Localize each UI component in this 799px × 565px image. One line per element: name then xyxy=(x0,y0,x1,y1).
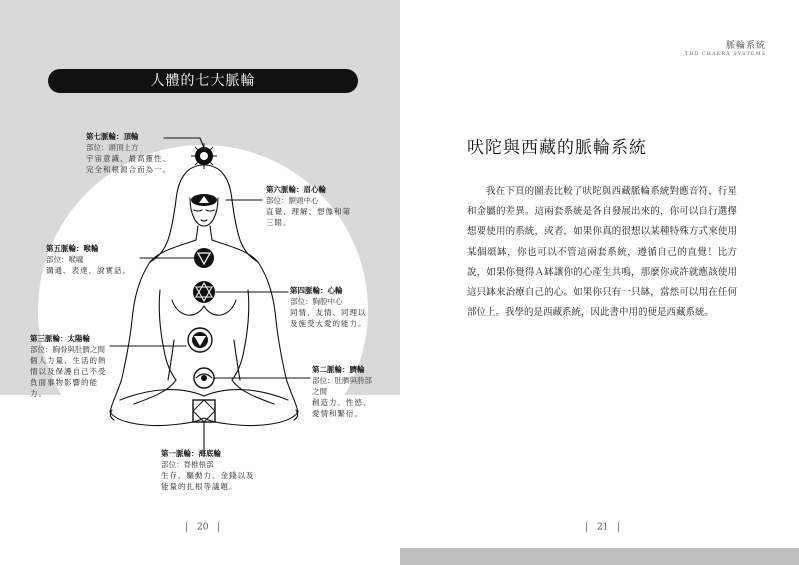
chakra-4-description: 同情、友情、同理以及施受大愛的能力。 xyxy=(290,308,367,328)
sacral-chakra-icon xyxy=(194,368,214,388)
chakra-3-name: 第三脈輪：太陽輪 xyxy=(30,334,90,343)
running-header-en: THE CHAKRA SYSTEMS xyxy=(684,51,766,57)
chakra-7-description: 宇宙意識、最高靈性、完全和根源合而為一。 xyxy=(86,154,171,174)
throat-chakra-icon xyxy=(194,248,214,268)
chakra-5-label xyxy=(46,243,138,276)
page-number-divider xyxy=(218,522,219,532)
chakra-7-name: 第七脈輪：頂輪 xyxy=(86,132,139,141)
heart-chakra-icon xyxy=(193,281,215,303)
chakra-2-description: 創造力、性慾、愛情和繁衍。 xyxy=(312,398,372,418)
chakra-7-location: 部位：頭頂上方 xyxy=(86,143,139,152)
solar-plexus-chakra-icon xyxy=(188,328,212,352)
left-page-number-text: 20 xyxy=(197,522,209,533)
chakra-2-label xyxy=(312,364,378,419)
chakra-5-location: 部位：喉嚨 xyxy=(46,255,84,264)
chakra-6-location: 部位：額頭中心 xyxy=(266,196,319,205)
chakra-4-label xyxy=(290,285,368,329)
chakra-6-name: 第六脈輪：眉心輪 xyxy=(266,185,326,194)
chakra-5-description: 溝通、表達、說實話。 xyxy=(46,266,131,275)
chakra-2-name: 第二脈輪：臍輪 xyxy=(312,365,365,374)
chakra-1-description: 生存、驅動力、金錢以及能量的扎根等議題。 xyxy=(161,471,255,491)
crown-chakra-icon xyxy=(191,143,217,169)
chakra-7-label xyxy=(86,131,178,175)
chakra-6-label xyxy=(266,184,356,228)
right-page xyxy=(400,0,799,548)
chakra-6-description: 直覺、理解、想像和第三眼。 xyxy=(266,207,351,227)
chakra-4-name: 第四脈輪：心輪 xyxy=(290,286,343,295)
body-paragraph: 我在下頁的圖表比較了吠陀與西藏脈輪系統對應音符、行星和金屬的差異。這兩套系統是各自發展出來的，你可以自行選擇想要使用的系統，或者，如果你真的很想以某種特殊方式來使用某個頌缽，你也可以不管這兩套系統，遵循自己的直覺！比方說，如果你覺得Ａ缽讓你的心產生共鳴，那麼你或許就應該使用這只缽來治療自己的心。如果你只有一只缽，當然可以用在任何部位上。我學的是西藏系統，因此書中用的便是西藏系統。 xyxy=(467,186,737,319)
chakra-1-name: 第一脈輪：海底輪 xyxy=(161,449,221,458)
right-page-number-text: 21 xyxy=(597,522,609,533)
chakra-4-location: 部位：胸腔中心 xyxy=(290,297,343,306)
chakra-3-location: 部位：胸骨與肚臍之間 xyxy=(30,345,105,354)
page-title: 人體的七大脈輪 xyxy=(48,69,358,93)
third-eye-chakra-icon xyxy=(191,194,217,206)
running-header-zh: 脈輪系統 xyxy=(725,41,766,51)
chakra-3-description: 個人力量、生活的熱情以及保護自己不受負面事物影響的能力。 xyxy=(30,356,107,398)
page-number-divider xyxy=(618,522,619,532)
page-number-divider xyxy=(586,522,587,532)
left-page-number xyxy=(176,522,229,533)
chakra-5-name: 第五脈輪：喉輪 xyxy=(46,244,99,253)
right-page-number xyxy=(576,522,629,533)
chakra-1-location: 部位：脊椎根部 xyxy=(161,460,214,469)
root-chakra-icon xyxy=(193,400,215,422)
section-title: 吠陀與西藏的脈輪系統 xyxy=(467,138,647,158)
page-number-divider xyxy=(186,522,187,532)
chakra-2-location: 部位：肚臍與胯部之間 xyxy=(312,376,372,396)
chakra-3-label xyxy=(30,333,110,399)
chakra-1-label xyxy=(161,448,257,492)
